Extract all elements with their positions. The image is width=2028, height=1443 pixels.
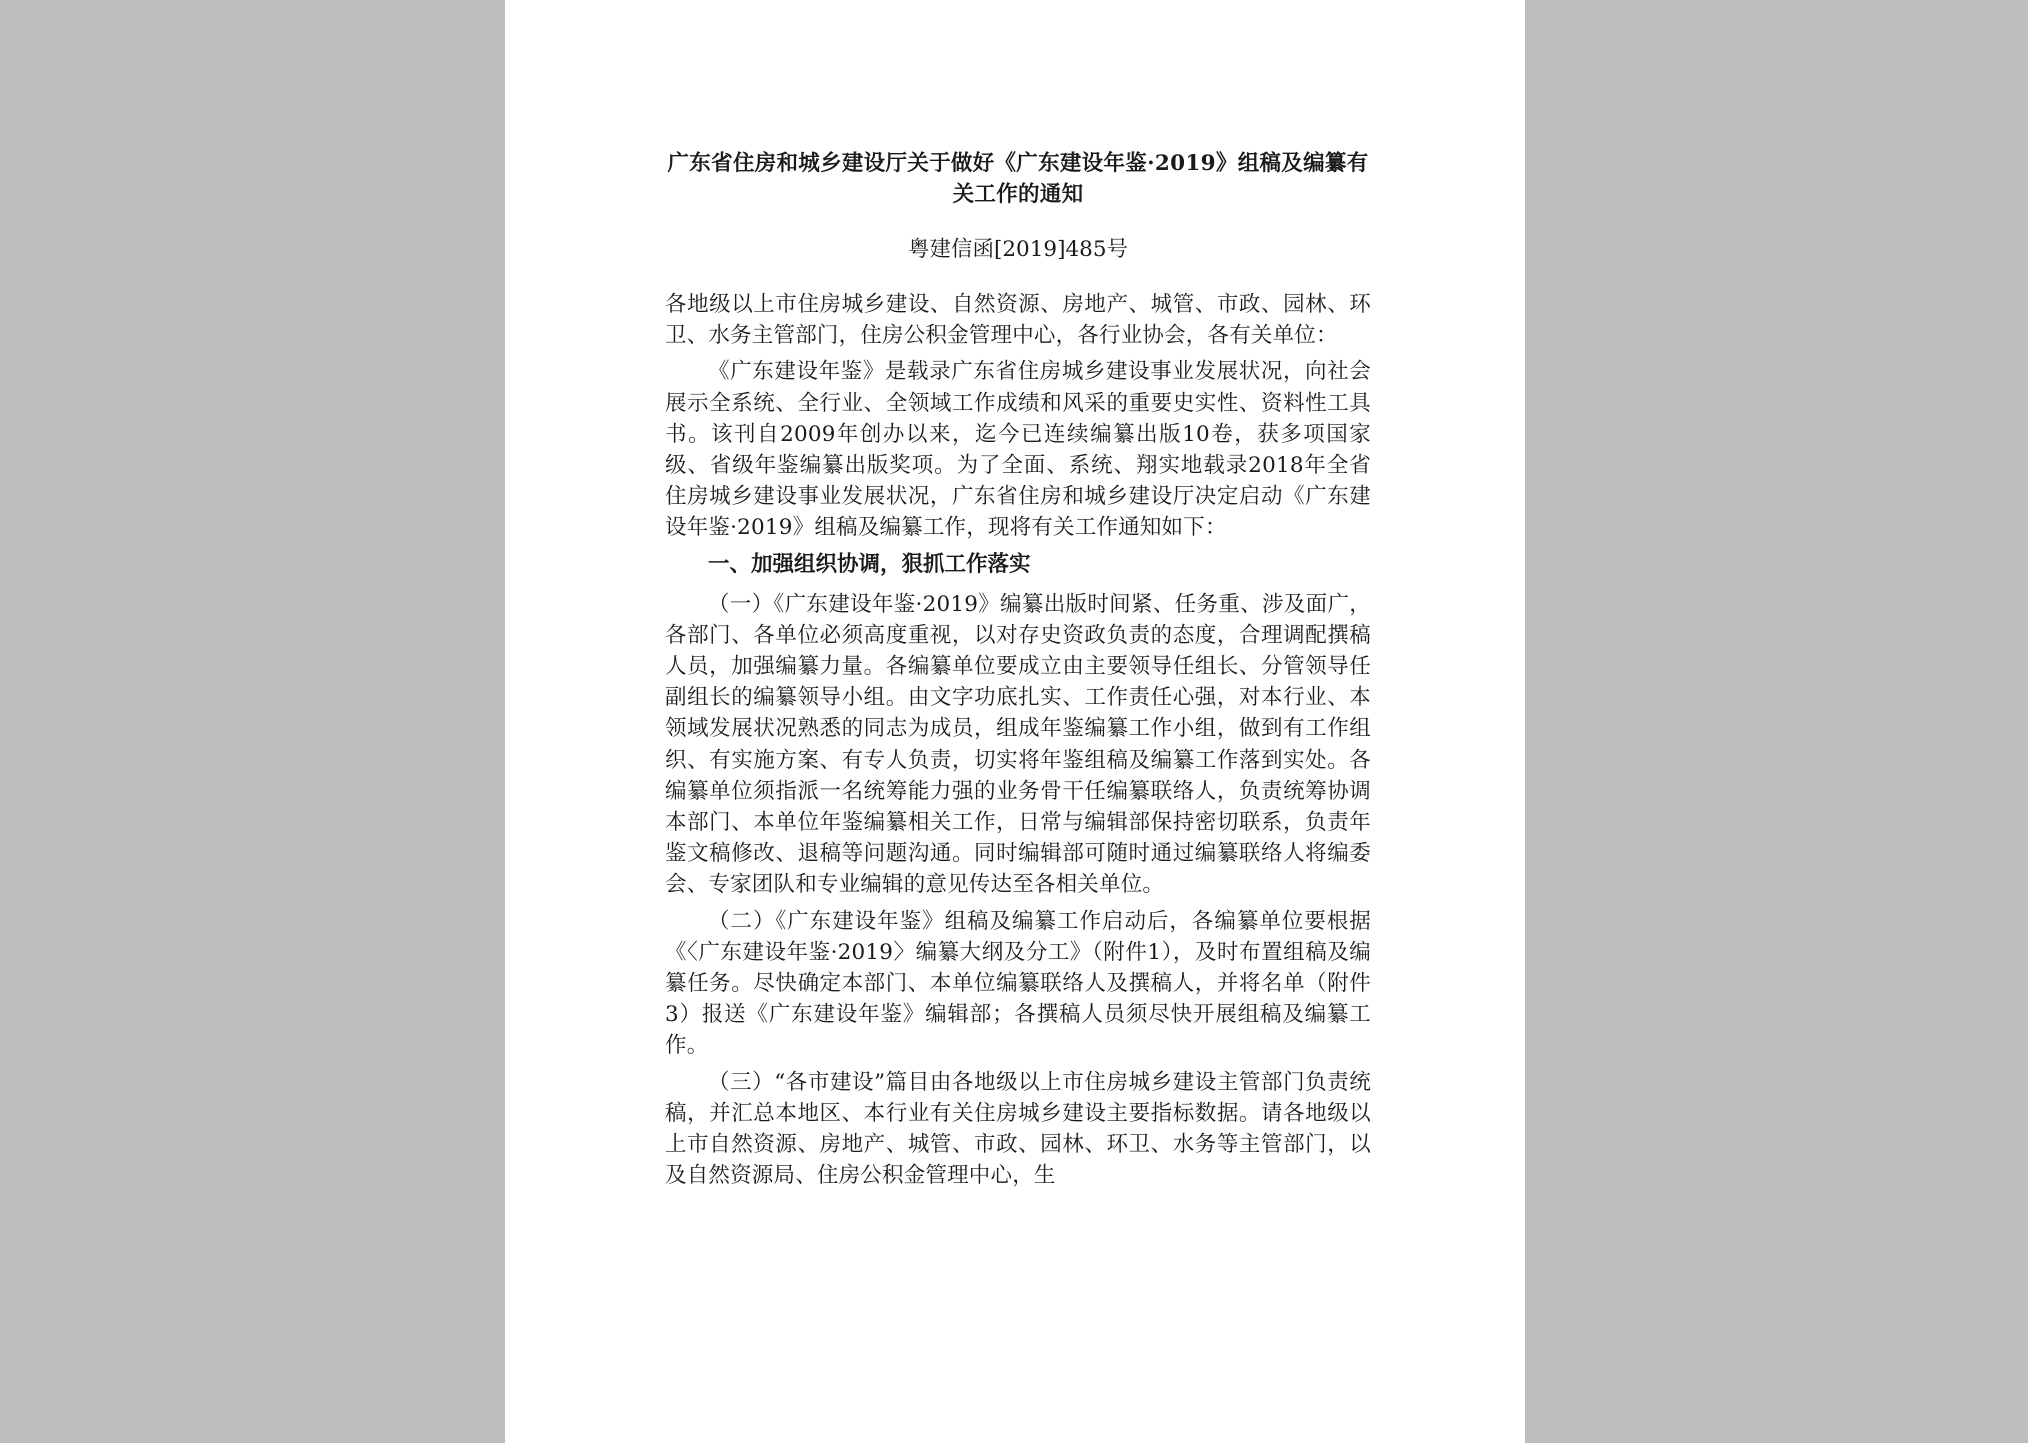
- salutation: 各地级以上市住房城乡建设、自然资源、房地产、城管、市政、园林、环卫、水务主管部门，住房公积金管理中心，各行业协会，各有关单位：: [665, 292, 1371, 349]
- document-number: 粤建信函[2019]485号: [907, 237, 1129, 262]
- section-heading: 一、加强组织协调，狠抓工作落实: [708, 551, 1031, 577]
- section-item-1: （一）《广东建设年鉴·2019》编纂出版时间紧、任务重、涉及面广，各部门、各单位必须高度重视，以对存史资政负责的态度，合理调配撰稿人员，加强编纂力量。各编纂单位要成立由主要领导任组长、分管领导任副组长的编纂领导小组。由文字功底扎实、工作责任心强，对本行业、本领域发展状况熟悉的同志为成员，组成年鉴编纂工作小组，做到有工作组织、有实施方案、有专人负责，切实将年鉴组稿及编纂工作落到实处。各编纂单位须指派一名统筹能力强的业务骨干任编纂联络人，负责统筹协调本部门、本单位年鉴编纂相关工作，日常与编辑部保持密切联系，负责年鉴文稿修改、退稿等问题沟通。同时编辑部可随时通过编纂联络人将编委会、专家团队和专业编辑的意见传达至各相关单位。: [665, 591, 1371, 898]
- page-content: [665, 148, 1371, 1196]
- section-item-2: （二）《广东建设年鉴》组稿及编纂工作启动后，各编纂单位要根据《〈广东建设年鉴·2019〉编纂大纲及分工》（附件1），及时布置组稿及编纂任务。尽快确定本部门、本单位编纂联络人及撰稿人，并将名单（附件3）报送《广东建设年鉴》编辑部；各撰稿人员须尽快开展组稿及编纂工作。: [665, 908, 1371, 1059]
- section-item-3: （三）“各市建设”篇目由各地级以上市住房城乡建设主管部门负责统稿，并汇总本地区、本行业有关住房城乡建设主要指标数据。请各地级以上市自然资源、房地产、城管、市政、园林、环卫、水务等主管部门，以及自然资源局、住房公积金管理中心，生: [665, 1069, 1371, 1189]
- document-title: 广东省住房和城乡建设厅关于做好《广东建设年鉴·2019》组稿及编纂有关工作的通知: [667, 151, 1369, 207]
- intro-paragraph: 《广东建设年鉴》是载录广东省住房城乡建设事业发展状况，向社会展示全系统、全行业、全领域工作成绩和风采的重要史实性、资料性工具书。该刊自2009年创办以来，迄今已连续编纂出版10卷，获多项国家级、省级年鉴编纂出版奖项。为了全面、系统、翔实地载录2018年全省住房城乡建设事业发展状况，广东省住房和城乡建设厅决定启动《广东建设年鉴·2019》组稿及编纂工作，现将有关工作通知如下：: [665, 359, 1371, 541]
- document-page: [505, 0, 1525, 1443]
